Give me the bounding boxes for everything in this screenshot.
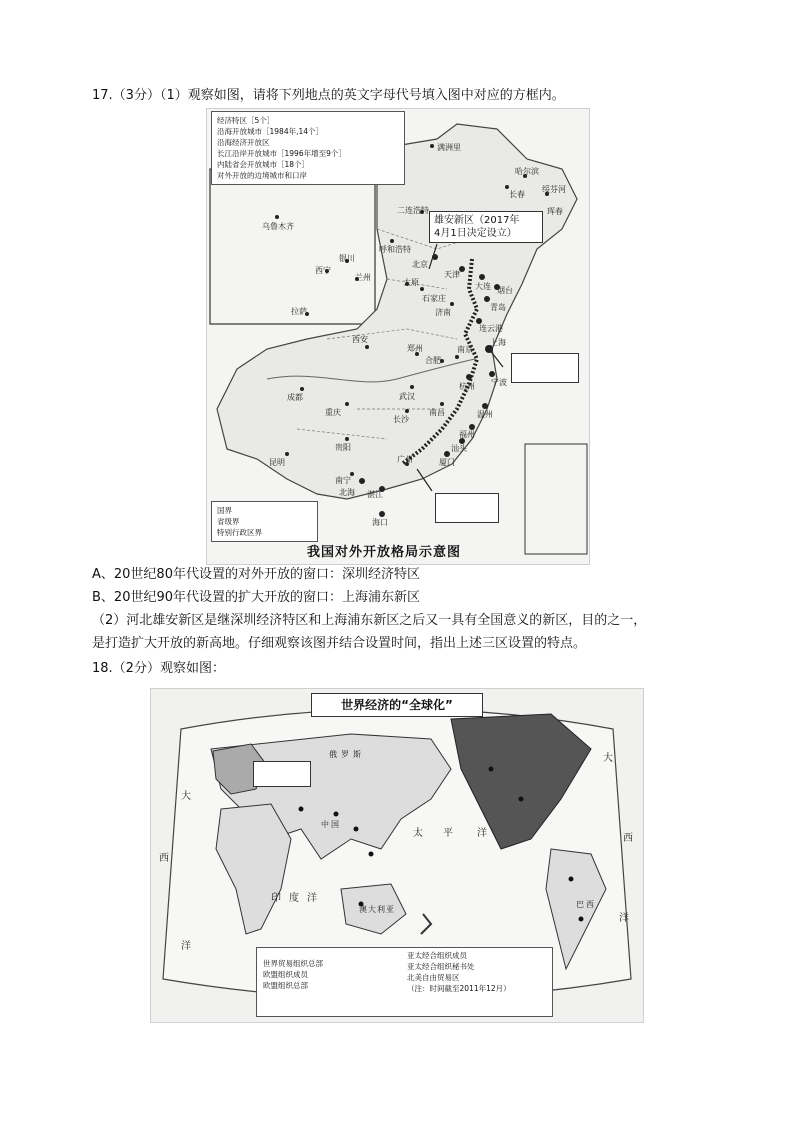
- legend-item: 亚太经合组织秘书处: [407, 962, 475, 971]
- city-label: 南京: [457, 345, 473, 354]
- city-label: 拉萨: [291, 307, 307, 316]
- q17-part2-line2: 是打造扩大开放的新高地。仔细观察该图并结合设置时间，指出上述三区设置的特点。: [92, 636, 587, 651]
- city-label: 乌鲁木齐: [262, 222, 294, 231]
- city-label: 合肥: [425, 356, 441, 365]
- city-label: 满洲里: [437, 143, 461, 152]
- region-label: 俄: [329, 750, 337, 759]
- region-label: 西: [586, 900, 594, 909]
- legend-note: （注：时间截至2011年12月）: [407, 984, 511, 993]
- city-label: 昆明: [269, 458, 285, 467]
- city-label: 成都: [287, 393, 303, 402]
- legend-item: 欧盟组织成员: [263, 970, 308, 979]
- city-label: 连云港: [479, 324, 503, 333]
- q17-item-a: A、20世纪80年代设置的对外开放的窗口：深圳经济特区: [92, 567, 420, 582]
- legend-item: 对外开放的边境城市和口岸: [217, 171, 307, 180]
- legend-item: 欧盟组织总部: [263, 981, 308, 990]
- boundary-legend-item: 特别行政区界: [217, 528, 262, 537]
- city-label: 济南: [435, 308, 451, 317]
- china-opening-map: [206, 108, 590, 565]
- boundary-legend-item: 省级界: [217, 517, 240, 526]
- city-label: 石家庄: [422, 294, 446, 303]
- callout-line: 4月1日决定设立）: [434, 228, 517, 239]
- city-label: 重庆: [325, 408, 341, 417]
- region-label: 中: [321, 820, 329, 829]
- city-label: 呼和浩特: [379, 245, 411, 254]
- world-globalization-map: [150, 688, 644, 1023]
- region-label: 亚: [386, 905, 394, 914]
- legend-item: 北美自由贸易区: [407, 973, 460, 982]
- city-label: 郑州: [407, 344, 423, 353]
- ocean-label: 平: [443, 828, 453, 839]
- legend-item: 亚太经合组织成员: [407, 951, 467, 960]
- city-label: 上海: [490, 338, 506, 347]
- city-label: 广州: [397, 455, 413, 464]
- answer-box-shanghai[interactable]: [511, 353, 579, 383]
- ocean-label: 度: [289, 893, 299, 904]
- region-label: 大: [368, 905, 376, 914]
- ocean-label: 西: [623, 833, 633, 844]
- city-label: 宁波: [491, 378, 507, 387]
- callout-line: 雄安新区（2017年: [434, 215, 520, 226]
- answer-box-eu[interactable]: [253, 761, 311, 787]
- ocean-label: 西: [159, 853, 169, 864]
- city-label: 长春: [509, 190, 525, 199]
- city-label: 汕头: [451, 444, 467, 453]
- xiongan-callout: [429, 211, 543, 243]
- city-label: 银川: [339, 254, 355, 263]
- city-label: 长沙: [393, 415, 409, 424]
- city-label: 哈尔滨: [515, 167, 539, 176]
- legend-item: 世界贸易组织总部: [263, 959, 323, 968]
- city-label: 厦门: [439, 458, 455, 467]
- city-label: 二连浩特: [397, 206, 429, 215]
- city-label: 西安: [352, 335, 368, 344]
- map1-legend: [211, 111, 405, 185]
- city-label: 青岛: [490, 303, 506, 312]
- city-label: 绥芬河: [542, 185, 566, 194]
- legend-item: 沿海经济开放区: [217, 138, 270, 147]
- legend-item: 长江沿岸开放城市［1996年增至9个］: [217, 149, 346, 158]
- region-label: 罗: [341, 750, 349, 759]
- ocean-label: 大: [603, 753, 613, 764]
- city-label: 兰州: [355, 273, 371, 282]
- ocean-label: 洋: [181, 941, 191, 952]
- map2-title: 世界经济的“全球化”: [311, 693, 483, 717]
- city-label: 北海: [339, 488, 355, 497]
- city-label: 南宁: [335, 476, 351, 485]
- city-label: 珲春: [547, 207, 563, 216]
- legend-item: 沿海开放城市［1984年,14个］: [217, 127, 324, 136]
- ocean-label: 印: [271, 893, 281, 904]
- answer-box-shenzhen[interactable]: [435, 493, 499, 523]
- city-label: 湛江: [367, 490, 383, 499]
- region-label: 利: [377, 905, 385, 914]
- city-label: 杭州: [459, 382, 475, 391]
- ocean-label: 洋: [619, 913, 629, 924]
- region-label: 国: [331, 820, 339, 829]
- q17-part2-line1: （2）河北雄安新区是继深圳经济特区和上海浦东新区之后又一具有全国意义的新区，目的之一，: [92, 613, 647, 628]
- city-label: 海口: [372, 518, 388, 527]
- region-label: 斯: [353, 750, 361, 759]
- city-label: 烟台: [497, 286, 513, 295]
- ocean-label: 大: [181, 791, 191, 802]
- region-label: 澳: [359, 905, 367, 914]
- city-label: 南昌: [429, 408, 445, 417]
- city-label: 天津: [444, 270, 460, 279]
- city-label: 太原: [403, 278, 419, 287]
- ocean-label: 太: [413, 828, 423, 839]
- boundary-legend: [211, 501, 318, 542]
- q17-stem: 17.（3分）（1）观察如图，请将下列地点的英文字母代号填入图中对应的方框内。: [92, 88, 565, 103]
- region-label: 巴: [576, 900, 584, 909]
- ocean-label: 洋: [477, 828, 487, 839]
- city-label: 福州: [459, 430, 475, 439]
- map2-legend: [256, 947, 553, 1017]
- q18-stem: 18.（2分）观察如图：: [92, 661, 225, 676]
- city-label: 温州: [477, 410, 493, 419]
- q17-item-b: B、20世纪90年代设置的扩大开放的窗口：上海浦东新区: [92, 590, 421, 605]
- boundary-legend-item: 国界: [217, 506, 232, 515]
- city-label: 北京: [412, 260, 428, 269]
- city-label: 西宁: [315, 266, 331, 275]
- map1-caption: 我国对外开放格局示意图: [307, 545, 462, 560]
- city-label: 贵阳: [335, 443, 351, 452]
- ocean-label: 洋: [307, 893, 317, 904]
- city-label: 大连: [475, 282, 491, 291]
- legend-item: 内陆省会开放城市［18个］: [217, 160, 310, 169]
- legend-item: 经济特区［5个］: [217, 116, 275, 125]
- city-label: 武汉: [399, 392, 415, 401]
